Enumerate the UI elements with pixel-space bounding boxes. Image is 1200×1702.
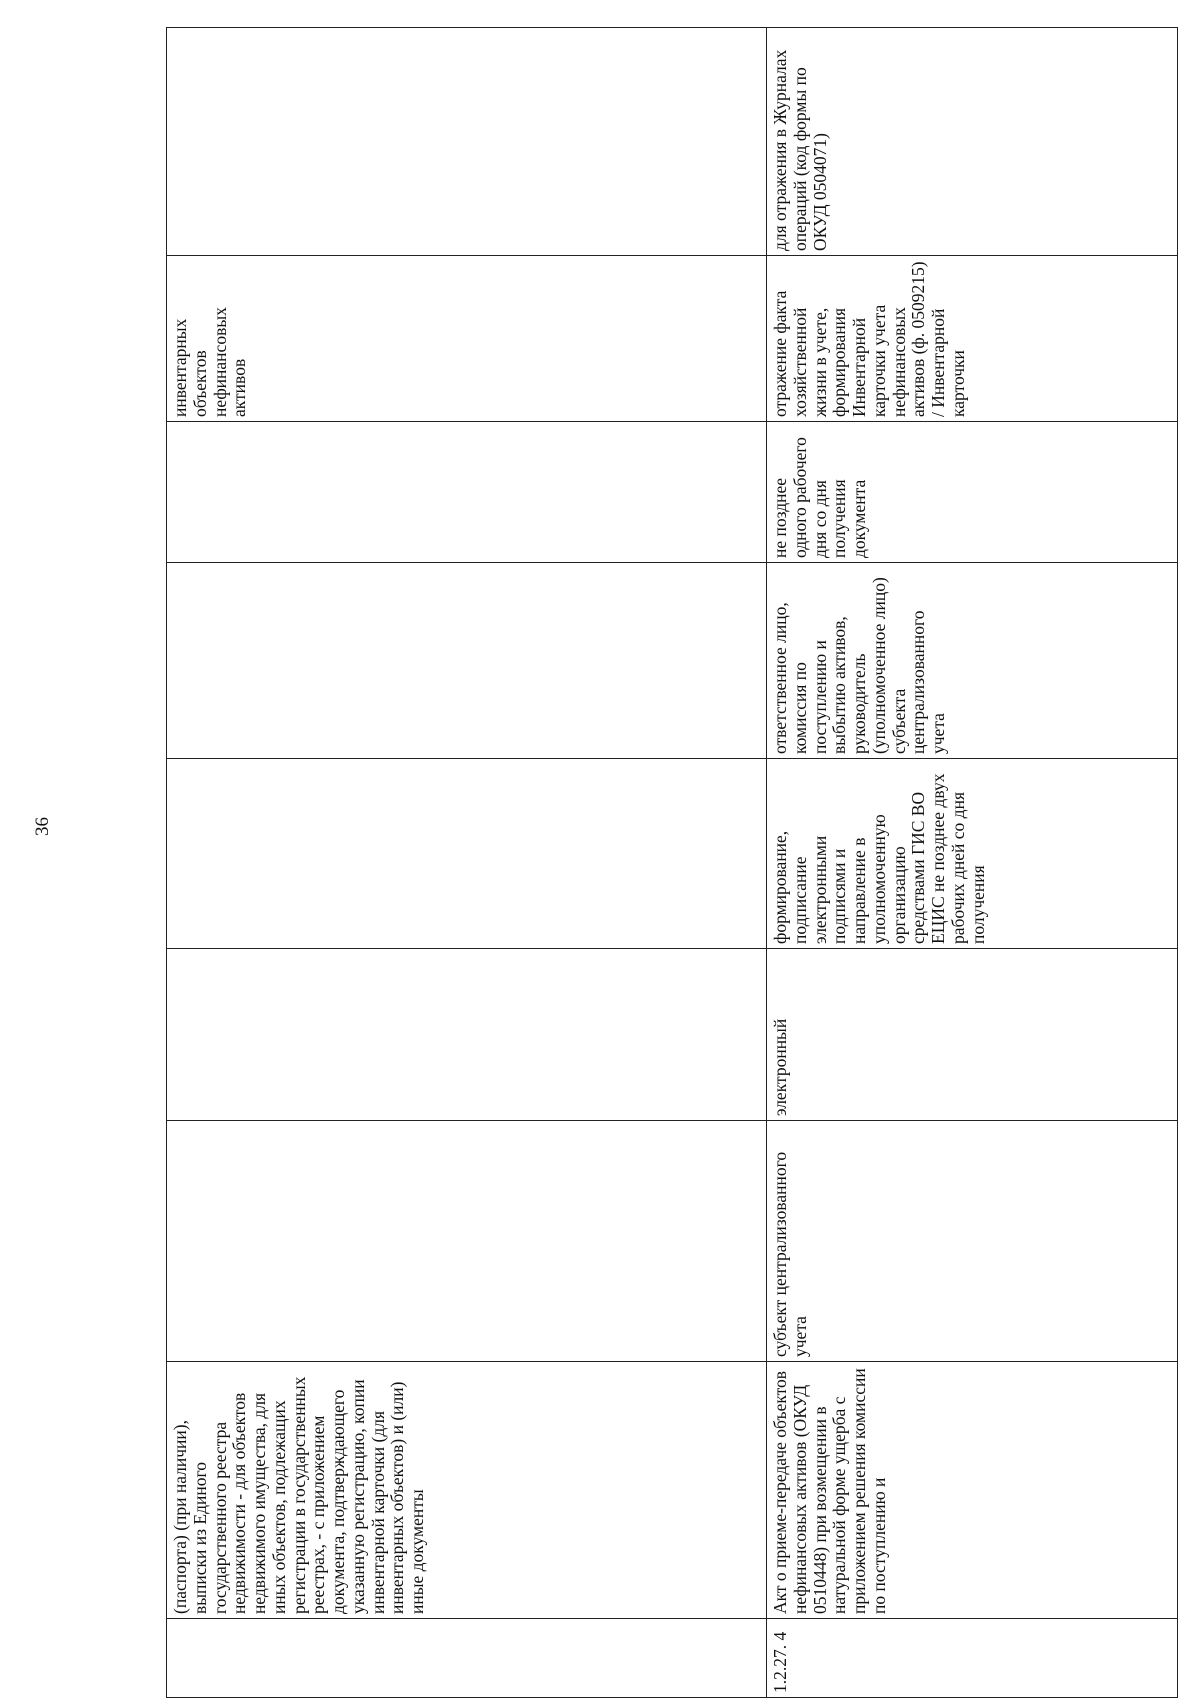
table-cell bbox=[167, 1121, 767, 1362]
table-cell: формирование, подписание электронными подписями и направление в уполномоченную организацию средствами ГИС ВО ЕЦИС не позднее двух рабочих дней со дня получения bbox=[767, 759, 1178, 949]
table-cell bbox=[167, 422, 767, 563]
table-cell: для отражения в Журналах операций (код формы по ОКУД 0504071) bbox=[767, 28, 1178, 256]
table-cell: Акт о приеме-передаче объектов нефинансовых активов (ОКУД 0510448) при возмещении в натуральной форме ущерба с приложением решения комиссии по поступлению и bbox=[767, 1362, 1178, 1619]
table-cell: инвентарных объектов нефинансовых активов bbox=[167, 256, 767, 422]
table-cell: отражение факта хозяйственной жизни в учете, формирования Инвентарной карточки учета нефинансовых активов (ф. 0509215) / Инвентарной карточки bbox=[767, 256, 1178, 422]
table-cell: ответственное лицо, комиссия по поступлению и выбытию активов, руководитель (уполномоченное лицо) субъекта централизованного учета bbox=[767, 563, 1178, 759]
table-row bbox=[767, 28, 1178, 1698]
rotated-table-wrapper bbox=[166, 28, 1177, 1698]
table-cell bbox=[167, 563, 767, 759]
table-cell: не позднее одного рабочего дня со дня получения документа bbox=[767, 422, 1178, 563]
table-cell bbox=[167, 759, 767, 949]
table-cell bbox=[167, 28, 767, 256]
table-cell: субъект централизованного учета bbox=[767, 1121, 1178, 1362]
table-cell bbox=[167, 1619, 767, 1698]
page-number: 36 bbox=[32, 817, 53, 836]
table-row bbox=[167, 28, 767, 1698]
table-cell: электронный bbox=[767, 949, 1178, 1121]
table-cell bbox=[167, 949, 767, 1121]
table-cell: (паспорта) (при наличии), выписки из Единого государственного реестра недвижимости - для объектов недвижимого имущества, для иных объектов, подлежащих регистрации в государственных реестрах, - с приложением документа, подтверждающего указанную регистрацию, копии инвентарной карточки (для инвентарных объектов) и (или) иные документы bbox=[167, 1362, 767, 1619]
row-number-cell: 1.2.27. 4 bbox=[767, 1619, 1178, 1698]
document-table bbox=[166, 27, 1178, 1698]
